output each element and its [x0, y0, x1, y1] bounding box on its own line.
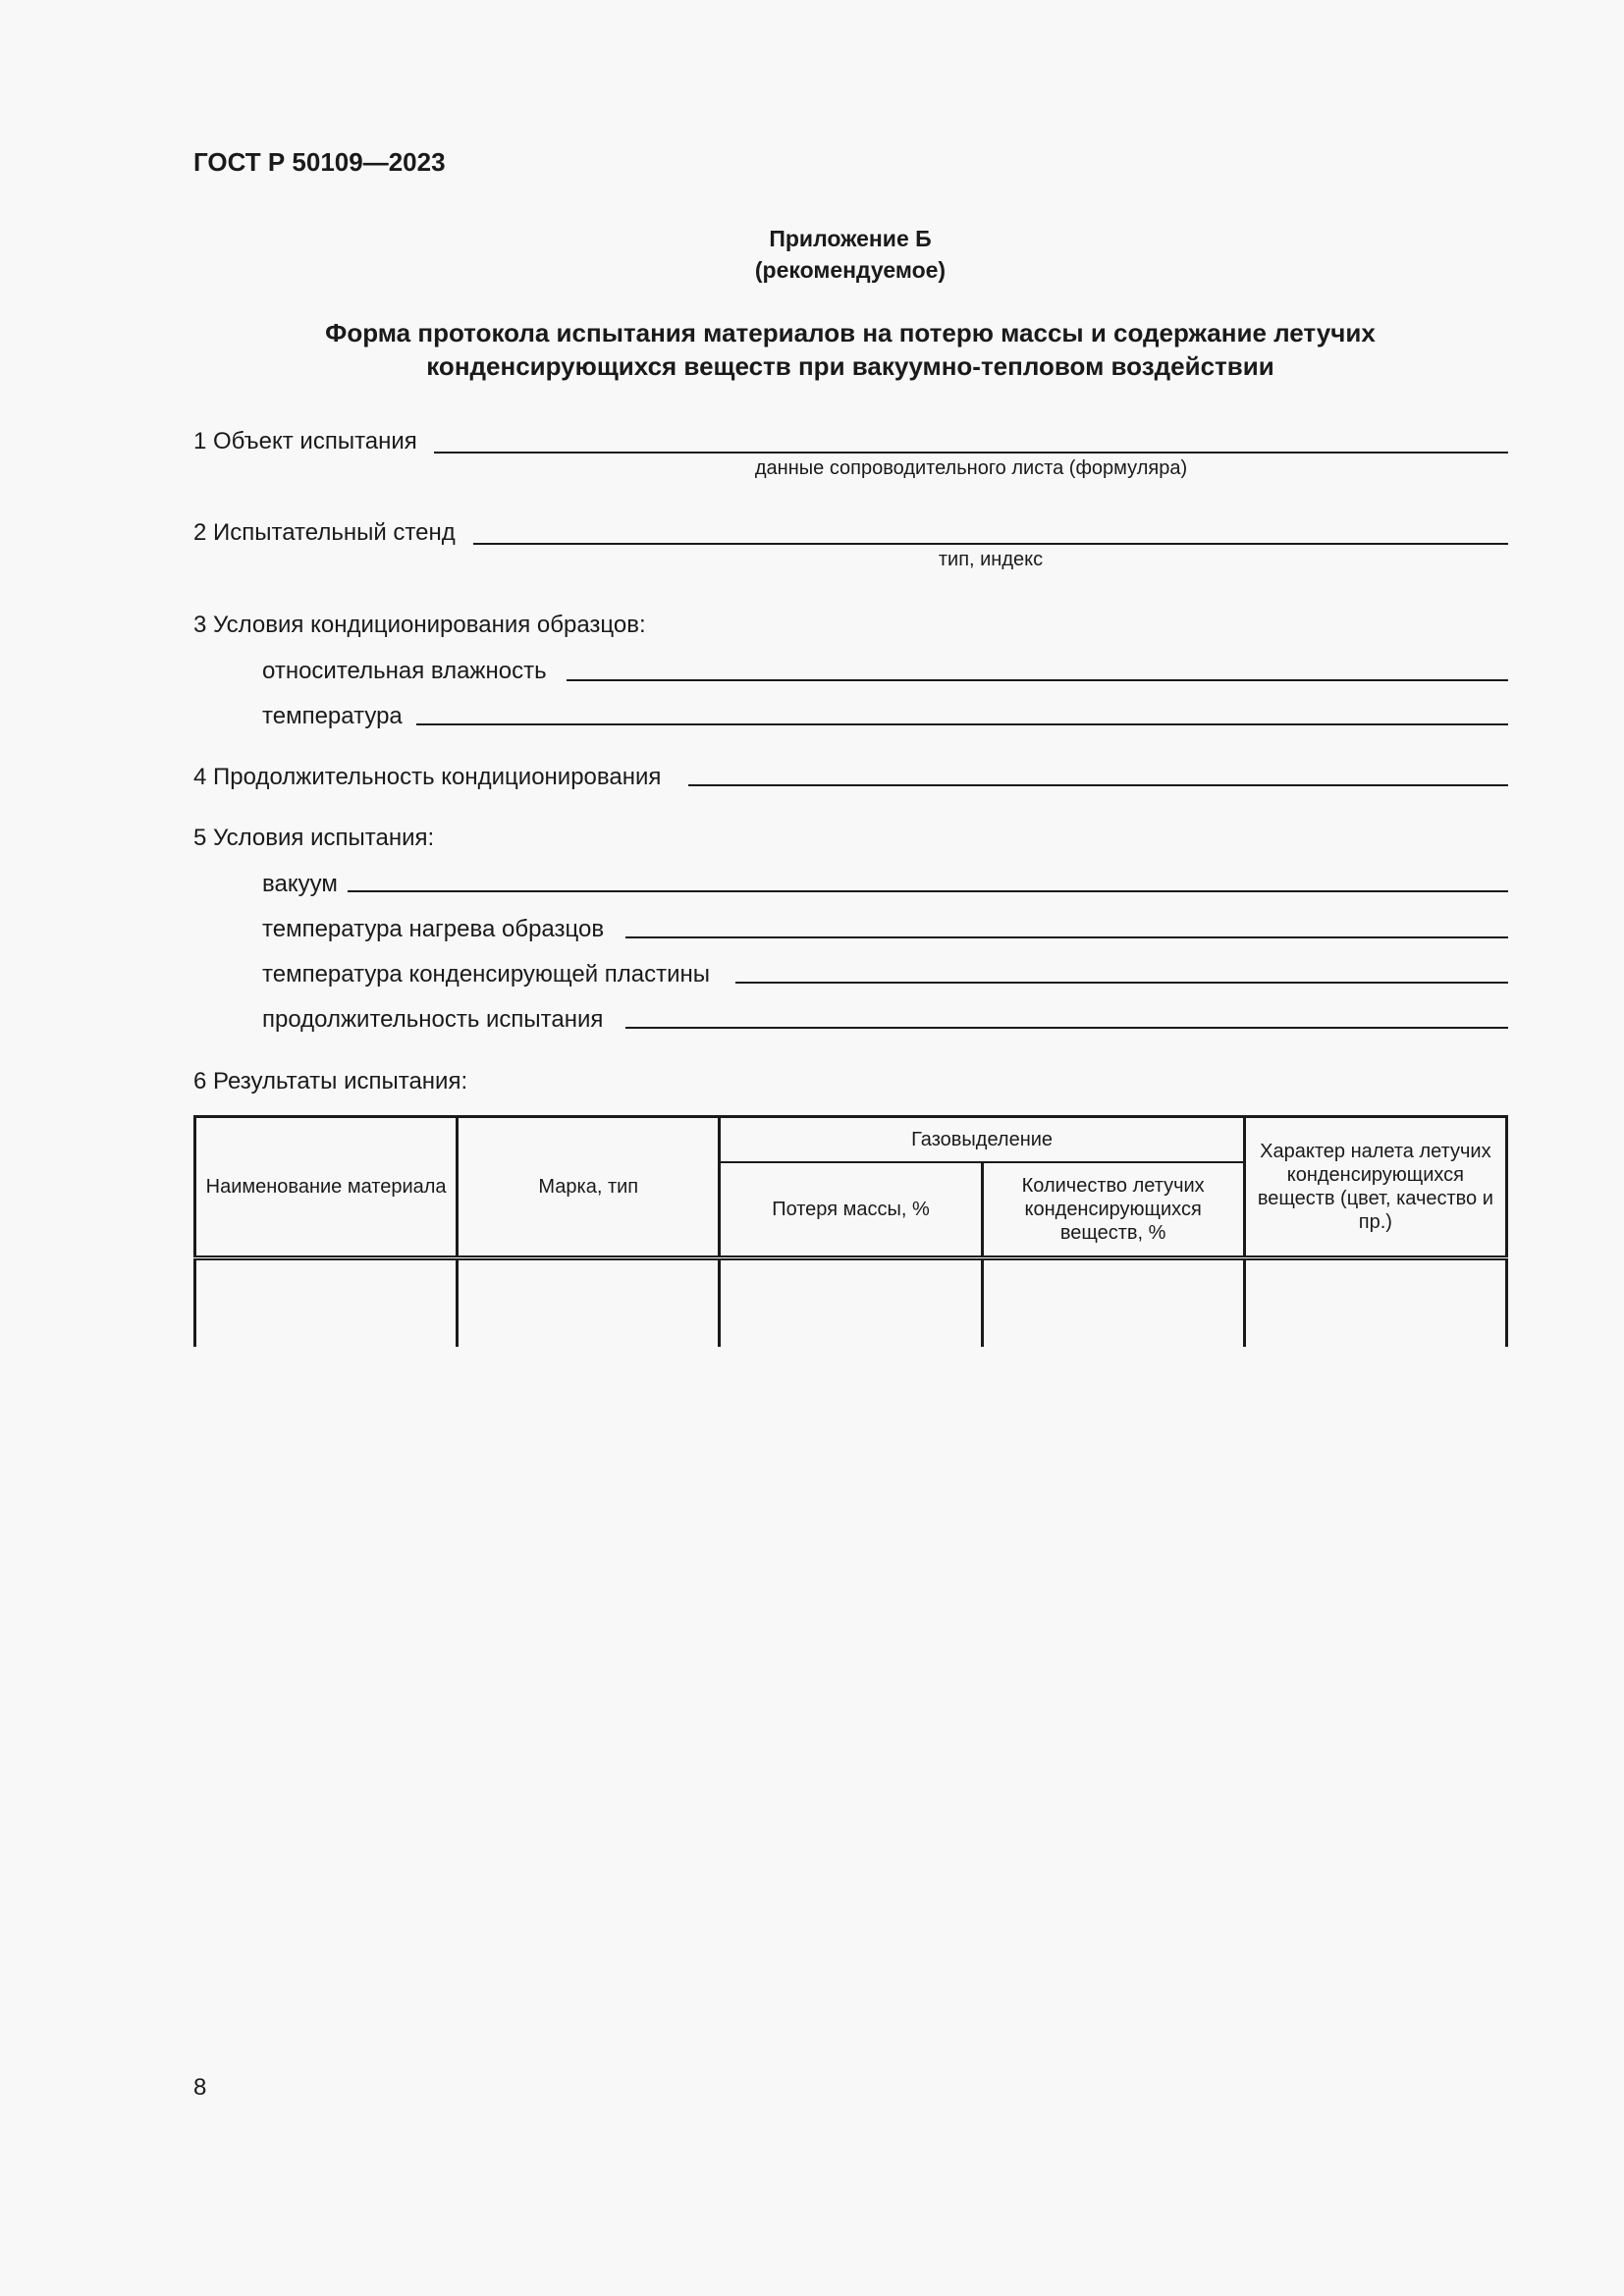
heat-temp-fill-line[interactable]: [625, 936, 1508, 938]
conditioning-temperature-fill-line[interactable]: [416, 723, 1508, 725]
table-cell[interactable]: [195, 1258, 458, 1348]
document-code: ГОСТ Р 50109—2023: [193, 147, 446, 177]
test-duration-label: продолжительность испытания: [262, 1006, 604, 1033]
form-title: [193, 316, 1507, 383]
duration-fill-line[interactable]: [688, 784, 1508, 786]
col-mass-loss-header: Потеря массы, %: [720, 1162, 982, 1258]
plate-temp-fill-line[interactable]: [735, 982, 1508, 984]
form-title-line-1: Форма протокола испытания материалов на потерю массы и содержание летучих: [325, 318, 1376, 347]
results-table: [193, 1115, 1508, 1347]
appendix-status: (рекомендуемое): [754, 257, 947, 283]
stand-fill-line[interactable]: [473, 543, 1508, 545]
humidity-label: относительная влажность: [262, 658, 547, 684]
col-volatiles-header: Количество летучих конденсирующихся веществ, %: [982, 1162, 1244, 1258]
item-stand-label: 2 Испытательный стенд: [193, 519, 456, 546]
item-conditioning-label: 3 Условия кондиционирования образцов:: [193, 612, 646, 638]
page-number: 8: [193, 2074, 207, 2101]
table-cell[interactable]: [982, 1258, 1244, 1348]
appendix-title: Приложение Б: [769, 226, 932, 251]
vacuum-fill-line[interactable]: [348, 890, 1508, 892]
item-object-label: 1 Объект испытания: [193, 428, 417, 454]
col-material-header: Наименование материала: [195, 1117, 458, 1258]
heat-temp-label: температура нагрева образцов: [262, 916, 605, 942]
table-cell[interactable]: [1244, 1258, 1506, 1348]
col-brand-header: Марка, тип: [458, 1117, 720, 1258]
test-duration-fill-line[interactable]: [625, 1027, 1508, 1029]
humidity-fill-line[interactable]: [567, 679, 1508, 681]
object-fill-line[interactable]: [434, 452, 1508, 454]
item-test-conditions-label: 5 Условия испытания:: [193, 825, 435, 851]
object-hint: данные сопроводительного листа (формуляра): [754, 457, 1188, 479]
item-results-label: 6 Результаты испытания:: [193, 1068, 468, 1095]
item-duration-label: 4 Продолжительность кондиционирования: [193, 764, 662, 790]
plate-temp-label: температура конденсирующей пластины: [262, 961, 711, 988]
vacuum-label: вакуум: [262, 871, 338, 897]
col-character-header: Характер налета летучих конденсирующихся веществ (цвет, качество и пр.): [1244, 1117, 1506, 1258]
conditioning-temperature-label: температура: [262, 703, 403, 729]
table-cell[interactable]: [458, 1258, 720, 1348]
stand-hint: тип, индекс: [938, 549, 1044, 570]
col-gas-header: Газовыделение: [720, 1117, 1244, 1163]
form-title-line-2: конденсирующихся веществ при вакуумно-тепловом воздействии: [426, 351, 1274, 381]
table-cell[interactable]: [720, 1258, 982, 1348]
table-row: [195, 1258, 1507, 1348]
